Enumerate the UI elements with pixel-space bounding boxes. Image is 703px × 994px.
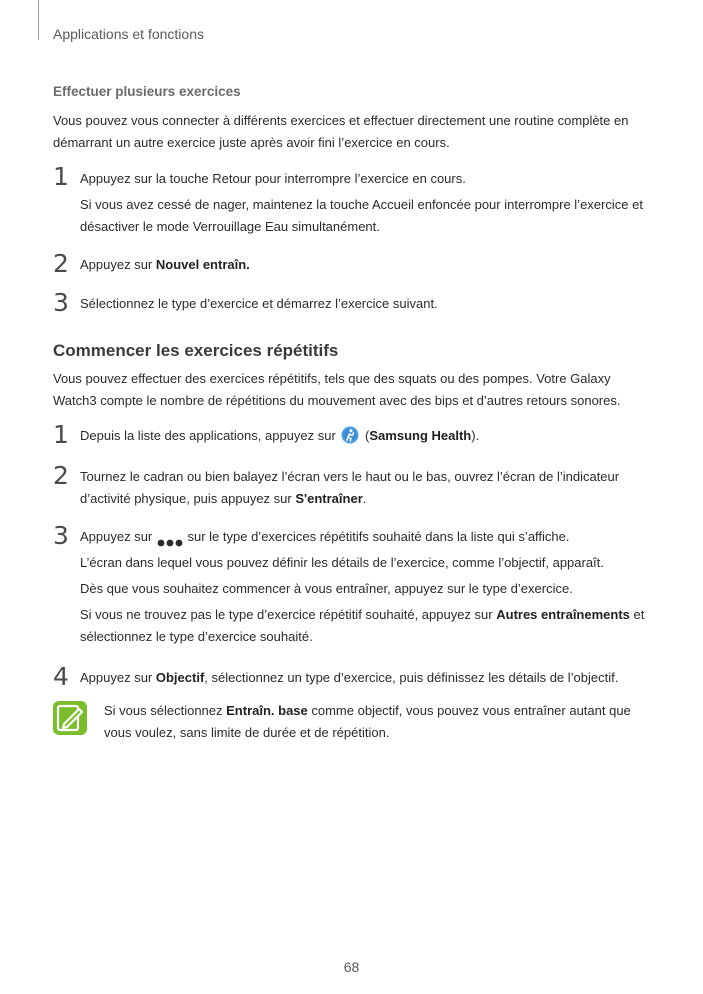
- note-text: Si vous sélectionnez Entraîn. base comme objectif, vous pouvez vous entraîner autant que vous voulez, sans limite de durée et de répétition.: [104, 703, 631, 740]
- header-title: Applications et fonctions: [53, 26, 204, 42]
- section1-step2-number: 2: [53, 249, 69, 278]
- pencil-note-icon: [53, 701, 87, 735]
- section2-step3-number: 3: [53, 521, 69, 550]
- section2-step1-text: Depuis la liste des applications, appuyez sur (Samsung Health).: [80, 428, 480, 443]
- header-rule: [38, 0, 39, 40]
- samsung-health-icon[interactable]: [341, 426, 359, 444]
- section1-step3-text: Sélectionnez le type d’exercice et démarrez l’exercice suivant.: [80, 296, 438, 311]
- section1-step3-number: 3: [53, 288, 69, 317]
- section2-step2-text: Tournez le cadran ou bien balayez l’écran vers le haut ou le bas, ouvrez l’écran de l’indicateur d’activité physique, puis appuyez sur S'entraîner.: [80, 469, 620, 506]
- section2-intro: Vous pouvez effectuer des exercices répétitifs, tels que des squats ou des pompes. Votre Galaxy Watch3 compte le nombre de répétitions du mouvement avec des bips et d’autres retours sonores.: [53, 371, 621, 408]
- more-options-icon[interactable]: [157, 533, 183, 543]
- section2-heading: Commencer les exercices répétitifs: [53, 341, 339, 360]
- section2-step4-number: 4: [53, 662, 69, 691]
- section2-step2-number: 2: [53, 461, 69, 490]
- section1-step1-text: Appuyez sur la touche Retour pour interrompre l’exercice en cours.: [80, 171, 466, 186]
- section2-step3-sub2: Dès que vous souhaitez commencer à vous entraîner, appuyez sur le type d’exercice.: [80, 581, 573, 596]
- section1-step1-subtext: Si vous avez cessé de nager, maintenez la touche Accueil enfoncée pour interrompre l’exercice et désactiver le mode Verrouillage Eau simultanément.: [80, 197, 643, 234]
- section1-heading: Effectuer plusieurs exercices: [53, 84, 241, 99]
- section2-step3-text: Appuyez sur sur le type d’exercices répétitifs souhaité dans la liste qui s’affiche.: [80, 529, 570, 544]
- section2-step1-number: 1: [53, 420, 69, 449]
- page-number: 68: [343, 959, 360, 975]
- section1-step2-text: Appuyez sur Nouvel entraîn.: [80, 257, 250, 272]
- section2-step3-sub1: L’écran dans lequel vous pouvez définir les détails de l’exercice, comme l’objectif, apparaît.: [80, 555, 604, 570]
- section2-step3-sub3: Si vous ne trouvez pas le type d’exercice répétitif souhaité, appuyez sur Autres entraînements et sélectionnez le type d’exercice souhaité.: [80, 607, 645, 644]
- section2-step4-text: Appuyez sur Objectif, sélectionnez un type d’exercice, puis définissez les détails de l’objectif.: [80, 670, 619, 685]
- section1-intro: Vous pouvez vous connecter à différents exercices et effectuer directement une routine complète en démarrant un autre exercice juste après avoir fini l’exercice en cours.: [53, 113, 629, 150]
- section1-step1-number: 1: [53, 162, 69, 191]
